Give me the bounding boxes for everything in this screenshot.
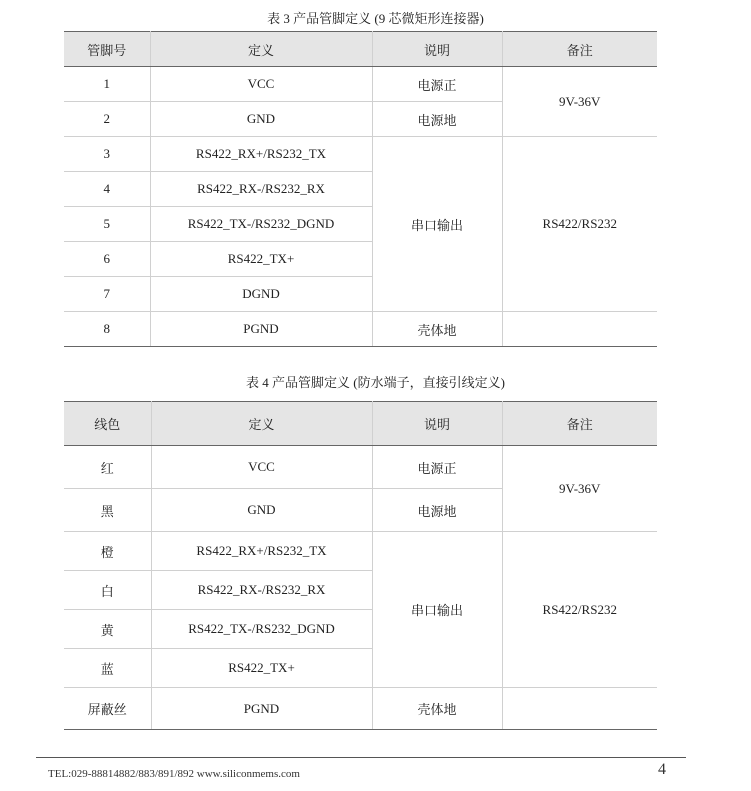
power-note-cell: 9V-36V [502,67,657,137]
definition-cell: RS422_RX+/RS232_TX [151,532,372,571]
header-wire-color: 线色 [64,402,151,446]
definition-cell: PGND [150,312,372,347]
definition-cell: RS422_RX-/RS232_RX [150,172,372,207]
footer-divider [36,757,686,758]
header-note: 备注 [502,402,657,446]
description-cell: 壳体地 [372,312,502,347]
table-row [64,67,657,102]
page-number: 4 [658,761,666,778]
pin-definition-table-leads [64,401,657,730]
serial-description-cell: 串口输出 [372,532,502,688]
power-note-cell: 9V-36V [502,446,657,532]
wire-color-cell: 黑 [64,489,151,532]
definition-cell: RS422_TX-/RS232_DGND [150,207,372,242]
description-cell: 壳体地 [372,688,502,730]
definition-cell: RS422_RX+/RS232_TX [150,137,372,172]
wire-color-cell: 屏蔽丝 [64,688,151,730]
definition-cell: DGND [150,277,372,312]
note-cell [502,312,657,347]
definition-cell: GND [151,489,372,532]
table-row [64,446,657,489]
pin-number-cell: 7 [64,277,150,312]
wire-color-cell: 白 [64,571,151,610]
table-row [64,312,657,347]
serial-note-cell: RS422/RS232 [502,532,657,688]
pin-number-cell: 5 [64,207,150,242]
pin-number-cell: 6 [64,242,150,277]
table-header-row [64,32,657,67]
table-row [64,137,657,172]
table-header-row [64,402,657,446]
wire-color-cell: 红 [64,446,151,489]
definition-cell: RS422_TX+ [151,649,372,688]
pin-number-cell: 3 [64,137,150,172]
definition-cell: VCC [151,446,372,489]
definition-cell: VCC [150,67,372,102]
serial-description-cell: 串口输出 [372,137,502,312]
table-row [64,532,657,571]
description-cell: 电源地 [372,102,502,137]
header-description: 说明 [372,32,502,67]
table-row [64,688,657,730]
pin-definition-table-connector [64,31,657,347]
description-cell: 电源地 [372,489,502,532]
definition-cell: GND [150,102,372,137]
definition-cell: PGND [151,688,372,730]
definition-cell: RS422_TX+ [150,242,372,277]
pin-number-cell: 1 [64,67,150,102]
header-pin-number: 管脚号 [64,32,150,67]
definition-cell: RS422_TX-/RS232_DGND [151,610,372,649]
table4-caption: 表 4 产品管脚定义 (防水端子，直接引线定义) [246,375,505,390]
description-cell: 电源正 [372,67,502,102]
note-cell [502,688,657,730]
description-cell: 电源正 [372,446,502,489]
header-description: 说明 [372,402,502,446]
definition-cell: RS422_RX-/RS232_RX [151,571,372,610]
header-definition: 定义 [151,402,372,446]
pin-number-cell: 8 [64,312,150,347]
wire-color-cell: 蓝 [64,649,151,688]
header-definition: 定义 [150,32,372,67]
table3-caption: 表 3 产品管脚定义 (9 芯微矩形连接器) [267,11,484,26]
wire-color-cell: 黄 [64,610,151,649]
pin-number-cell: 4 [64,172,150,207]
header-note: 备注 [502,32,657,67]
footer-contact: TEL:029-88814882/883/891/892 www.siliconmems.com [48,768,300,780]
serial-note-cell: RS422/RS232 [502,137,657,312]
pin-number-cell: 2 [64,102,150,137]
wire-color-cell: 橙 [64,532,151,571]
